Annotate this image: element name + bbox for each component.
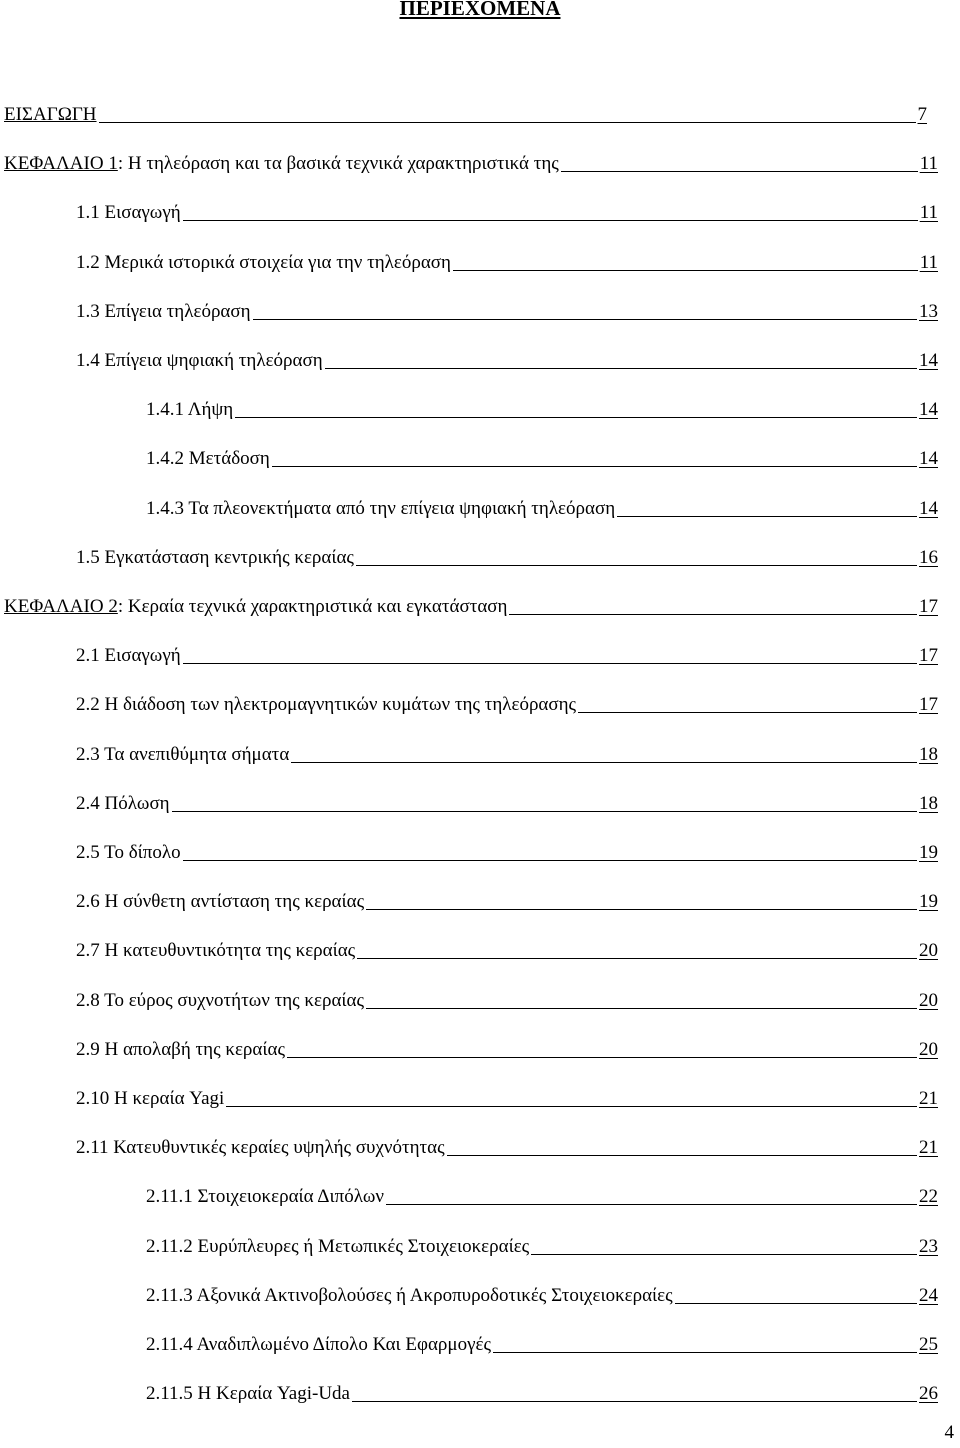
toc-leader-line: [183, 220, 918, 221]
toc-entry-label: [76, 694, 576, 716]
toc-entry-text: 1.1 Εισαγωγή: [76, 202, 181, 224]
toc-entry-text: 2.11.4 Αναδιπλωμένο Δίπολο Και Εφαρμογές: [146, 1334, 491, 1355]
toc-entry-text: 2.7 Η κατευθυντικότητα της κεραίας: [76, 940, 356, 962]
toc-page-number: 26: [919, 1383, 938, 1405]
toc-entry-label: [146, 1383, 350, 1405]
toc-page-number: 21: [919, 1088, 938, 1109]
toc-entry-label: [76, 645, 181, 667]
toc-page-number: 18: [919, 743, 938, 765]
toc-entry-text: 2.3 Τα ανεπιθύμητα σήματα: [76, 743, 290, 765]
toc-entry-text: 2.4 Πόλωση: [76, 792, 170, 814]
toc-leader-line: [561, 171, 918, 172]
toc-page-number: 16: [919, 546, 938, 568]
toc-leader-line: [578, 712, 917, 713]
toc-leader-line: [357, 958, 917, 959]
toc-entry: [4, 592, 938, 618]
toc-entry-text: : Η τηλεόραση και τα βασικά τεχνικά χαρακτηριστικά της: [117, 153, 559, 175]
toc-leader-line: [617, 516, 917, 517]
toc-entry-label: [146, 448, 270, 470]
toc-entry-label: [76, 842, 181, 864]
toc-entry-label: [146, 1334, 491, 1356]
toc-entry-text: 2.11.2 Ευρύπλευρες ή Μετωπικές Στοιχειοκεραίες: [146, 1235, 530, 1257]
toc-page-number: 24: [919, 1284, 938, 1306]
toc-page-number: 11: [919, 153, 938, 175]
toc-page-number: 11: [919, 251, 938, 273]
toc-entry-text: 2.2 Η διάδοση των ηλεκτρομαγνητικών κυμάτων της τηλεόρασης: [76, 694, 577, 716]
toc-entry: [146, 494, 938, 520]
toc-entry-label: [76, 547, 354, 569]
toc-leader-line: [253, 319, 917, 320]
toc-page-number: 14: [919, 350, 938, 371]
page-title: ΠΕΡΙΕΧΟΜΕΝΑ: [399, 0, 561, 20]
toc-page-number: 20: [919, 989, 938, 1011]
toc-leader-line: [531, 1254, 917, 1255]
toc-entry-text: : Κεραία τεχνικά χαρακτηριστικά και εγκατάσταση: [117, 596, 508, 617]
toc-page-number: 21: [919, 1137, 938, 1159]
toc-leader-line: [356, 565, 917, 566]
toc-entry-label: [146, 399, 233, 421]
toc-entry: [146, 1379, 938, 1405]
toc-entry: [76, 789, 938, 815]
toc-entry: [146, 1281, 938, 1307]
toc-entry: [76, 740, 938, 766]
toc-page-number: 7: [917, 104, 927, 125]
toc-page-number: 23: [919, 1235, 938, 1257]
toc-leader-line: [352, 1401, 917, 1402]
toc-leader-line: [272, 466, 917, 467]
toc-entry-text: 1.4.3 Τα πλεονεκτήματα από την επίγεια ψηφιακή τηλεόραση: [146, 497, 616, 519]
toc-leader-line: [325, 368, 917, 369]
toc-entry-label: [146, 498, 615, 520]
toc-entry-text: 2.11 Κατευθυντικές κεραίες υψηλής συχνότητας: [76, 1137, 445, 1159]
toc-entry-label: [4, 596, 507, 618]
toc-leader-line: [183, 860, 917, 861]
toc-entry-text: 2.10 Η κεραία Yagi: [76, 1088, 225, 1109]
toc-entry-text: 1.4.1 Λήψη: [146, 399, 234, 421]
toc-leader-line: [291, 762, 917, 763]
toc-entry-label: [76, 1039, 285, 1061]
toc-entry-text: 1.4.2 Μετάδοση: [146, 448, 270, 470]
toc-leader-line: [366, 909, 917, 910]
toc-entry-label: [146, 1236, 529, 1258]
toc-page-number: 25: [919, 1334, 938, 1355]
toc-entry-label: [76, 891, 364, 913]
toc-entry: [4, 100, 927, 126]
toc-leader-line: [493, 1352, 917, 1353]
toc-page-number: 17: [919, 596, 938, 617]
toc-entry: [76, 1035, 938, 1061]
toc-entry-label: [76, 990, 364, 1012]
toc-entry: [146, 1232, 938, 1258]
toc-entry-label: [4, 153, 559, 175]
toc-page-number: 20: [919, 1038, 938, 1060]
toc-entry-text: 2.9 Η απολαβή της κεραίας: [76, 1038, 285, 1060]
toc-page-number: 19: [919, 842, 938, 863]
toc-leader-line: [509, 614, 917, 615]
toc-leader-line: [172, 811, 917, 812]
toc-leader-line: [287, 1057, 917, 1058]
toc-page-number: 14: [919, 448, 938, 470]
toc-entry-text: 1.2 Μερικά ιστορικά στοιχεία για την τηλεόραση: [76, 251, 451, 273]
toc-page-number: 17: [919, 694, 938, 716]
toc-entry-label: [76, 301, 251, 323]
toc-page-number: 22: [919, 1186, 938, 1208]
toc-entry: [76, 690, 938, 716]
toc-entry: [76, 986, 938, 1012]
toc-leader-line: [453, 270, 918, 271]
toc-page-number: 11: [919, 202, 938, 224]
toc-entry: [76, 198, 938, 224]
toc-entry-label: [76, 252, 451, 274]
toc-leader-line: [235, 417, 917, 418]
toc-entry-label: [76, 744, 289, 766]
toc-entry: [76, 838, 938, 864]
toc-entry-label: [146, 1186, 384, 1208]
toc-entry: [76, 543, 938, 569]
toc-entry-label: [76, 1088, 224, 1110]
toc-entry: [76, 346, 938, 372]
toc-entry-text: 2.6 Η σύνθετη αντίσταση της κεραίας: [76, 891, 365, 913]
toc-entry: [76, 1133, 938, 1159]
toc-entry-label: [76, 1137, 445, 1159]
toc-entry-text: 2.11.1 Στοιχειοκεραία Διπόλων: [146, 1186, 385, 1208]
toc-entry-text: 1.3 Επίγεια τηλεόραση: [76, 300, 251, 322]
toc-entry: [76, 936, 938, 962]
toc-entry: [146, 1330, 938, 1356]
toc-leader-line: [447, 1155, 917, 1156]
toc-entry-label: [146, 1285, 673, 1307]
toc-entry: [146, 395, 938, 421]
toc-page-number: 17: [919, 645, 938, 667]
toc-entry: [76, 248, 938, 274]
toc-entry-text: 2.5 Το δίπολο: [76, 842, 181, 863]
toc-entry-text: 2.1 Εισαγωγή: [76, 645, 181, 667]
toc-entry-text: 2.11.5 Η Κεραία Yagi-Uda: [146, 1383, 350, 1405]
toc-entry-text: 1.4 Επίγεια ψηφιακή τηλεόραση: [76, 350, 323, 371]
toc-entry: [76, 887, 938, 913]
toc-chapter-label: ΚΕΦΑΛΑΙΟ 1: [4, 153, 118, 175]
toc-page-number: 13: [919, 300, 938, 322]
toc-entry: [146, 444, 938, 470]
toc-chapter-label: ΚΕΦΑΛΑΙΟ 2: [4, 596, 118, 617]
toc-leader-line: [183, 663, 917, 664]
toc-entry-label: [4, 104, 97, 126]
toc-entry: [76, 297, 938, 323]
toc-page-number: 19: [919, 891, 938, 913]
toc-leader-line: [366, 1008, 917, 1009]
toc-entry-text: 2.8 Το εύρος συχνοτήτων της κεραίας: [76, 989, 364, 1011]
toc-leader-line: [99, 122, 916, 123]
toc-leader-line: [675, 1303, 917, 1304]
toc-entry-text: 2.11.3 Αξονικά Ακτινοβολούσες ή Ακροπυροδοτικές Στοιχειοκεραίες: [146, 1284, 673, 1306]
toc-entry-label: [76, 793, 170, 815]
toc-page-number: 18: [919, 792, 938, 814]
toc-leader-line: [386, 1204, 917, 1205]
toc-page-number: 14: [919, 399, 938, 421]
page-number: 4: [944, 1422, 954, 1443]
toc-entry: [4, 149, 938, 175]
toc-entry-label: [76, 940, 355, 962]
toc-page-number: 20: [919, 940, 938, 962]
toc-entry-label: [76, 350, 323, 372]
toc-entry: [76, 1084, 938, 1110]
toc-entry: [76, 641, 938, 667]
toc-entry-text: 1.5 Εγκατάσταση κεντρικής κεραίας: [76, 546, 354, 568]
toc-page-number: 14: [919, 497, 938, 519]
toc-entry: [146, 1182, 938, 1208]
toc-leader-line: [226, 1106, 917, 1107]
toc-entry-label: [76, 202, 181, 224]
toc-chapter-label: ΕΙΣΑΓΩΓΗ: [4, 104, 97, 125]
